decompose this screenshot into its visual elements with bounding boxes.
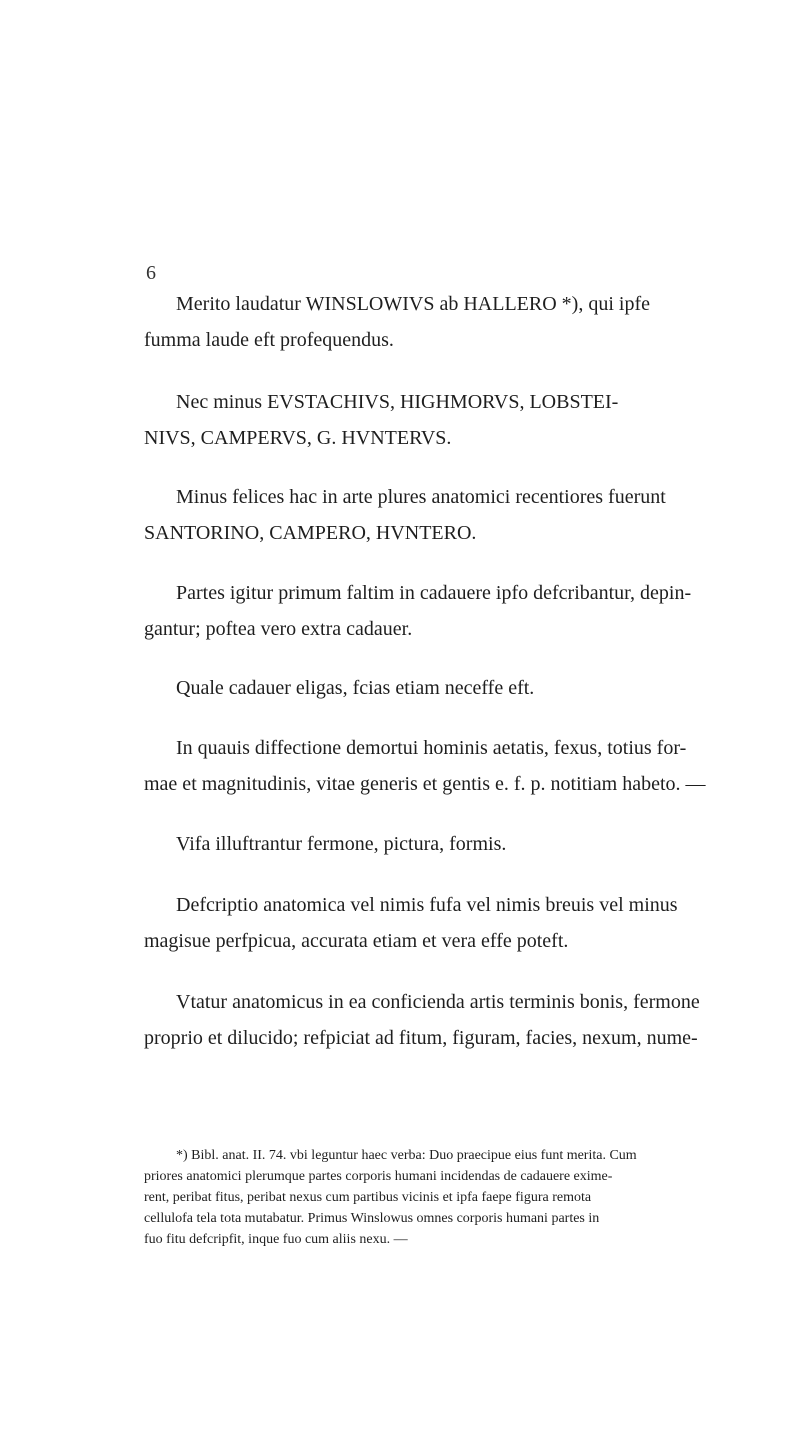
footnote-line: *) Bibl. anat. II. 74. vbi leguntur haec verba: Duo praecipue eius funt merita. Cum — [176, 1148, 637, 1163]
text-line: Nec minus EVSTACHIVS, HIGHMORVS, LOBSTEI- — [176, 391, 619, 413]
paragraph-3 — [144, 479, 664, 551]
text-line: Defcriptio anatomica vel nimis fufa vel nimis breuis vel minus — [176, 894, 678, 916]
text-line: mae et magnitudinis, vitae generis et gentis e. f. p. notitiam habeto. — — [144, 773, 706, 795]
footnote-line: fuo fitu defcripfit, inque fuo cum aliis nexu. — — [144, 1232, 408, 1247]
footnote — [144, 1146, 664, 1251]
text-line: Merito laudatur WINSLOWIVS ab HALLERO *), qui ipfe — [176, 293, 650, 315]
text-line: magisue perfpicua, accurata etiam et vera effe poteft. — [144, 930, 569, 952]
text-line: NIVS, CAMPERVS, G. HVNTERVS. — [144, 427, 452, 449]
text-line: fumma laude eft profequendus. — [144, 329, 394, 351]
footnote-line: priores anatomici plerumque partes corporis humani incidendas de cadauere exime- — [144, 1169, 613, 1184]
text-line: In quauis diffectione demortui hominis aetatis, fexus, totius for- — [176, 737, 687, 759]
text-line: gantur; poftea vero extra cadauer. — [144, 618, 413, 640]
paragraph-7 — [144, 826, 664, 862]
text-line: SANTORINO, CAMPERO, HVNTERO. — [144, 522, 477, 544]
paragraph-4 — [144, 575, 692, 647]
paragraph-9 — [144, 984, 700, 1056]
text-line: Minus felices hac in arte plures anatomici recentiores fuerunt — [176, 486, 666, 508]
text-line: Quale cadauer eligas, fcias etiam neceffe eft. — [176, 677, 535, 699]
text-line: proprio et dilucido; refpiciat ad fitum, figuram, facies, nexum, nume- — [144, 1027, 698, 1049]
paragraph-8 — [144, 887, 678, 959]
page-number: 6 — [146, 262, 156, 284]
paragraph-1 — [144, 286, 664, 358]
footnote-line: rent, peribat fitus, peribat nexus cum partibus vicinis et ipfa faepe figura remota — [144, 1190, 592, 1205]
text-line: Partes igitur primum faltim in cadauere ipfo defcribantur, depin- — [176, 582, 692, 604]
paragraph-2 — [144, 384, 664, 456]
paragraph-5 — [144, 670, 664, 706]
footnote-line: cellulofa tela tota mutabatur. Primus Winslowus omnes corporis humani partes in — [144, 1211, 600, 1226]
paragraph-6 — [144, 730, 706, 802]
text-line: Vifa illuftrantur fermone, pictura, formis. — [176, 833, 507, 855]
text-line: Vtatur anatomicus in ea conficienda artis terminis bonis, fermone — [176, 991, 700, 1013]
